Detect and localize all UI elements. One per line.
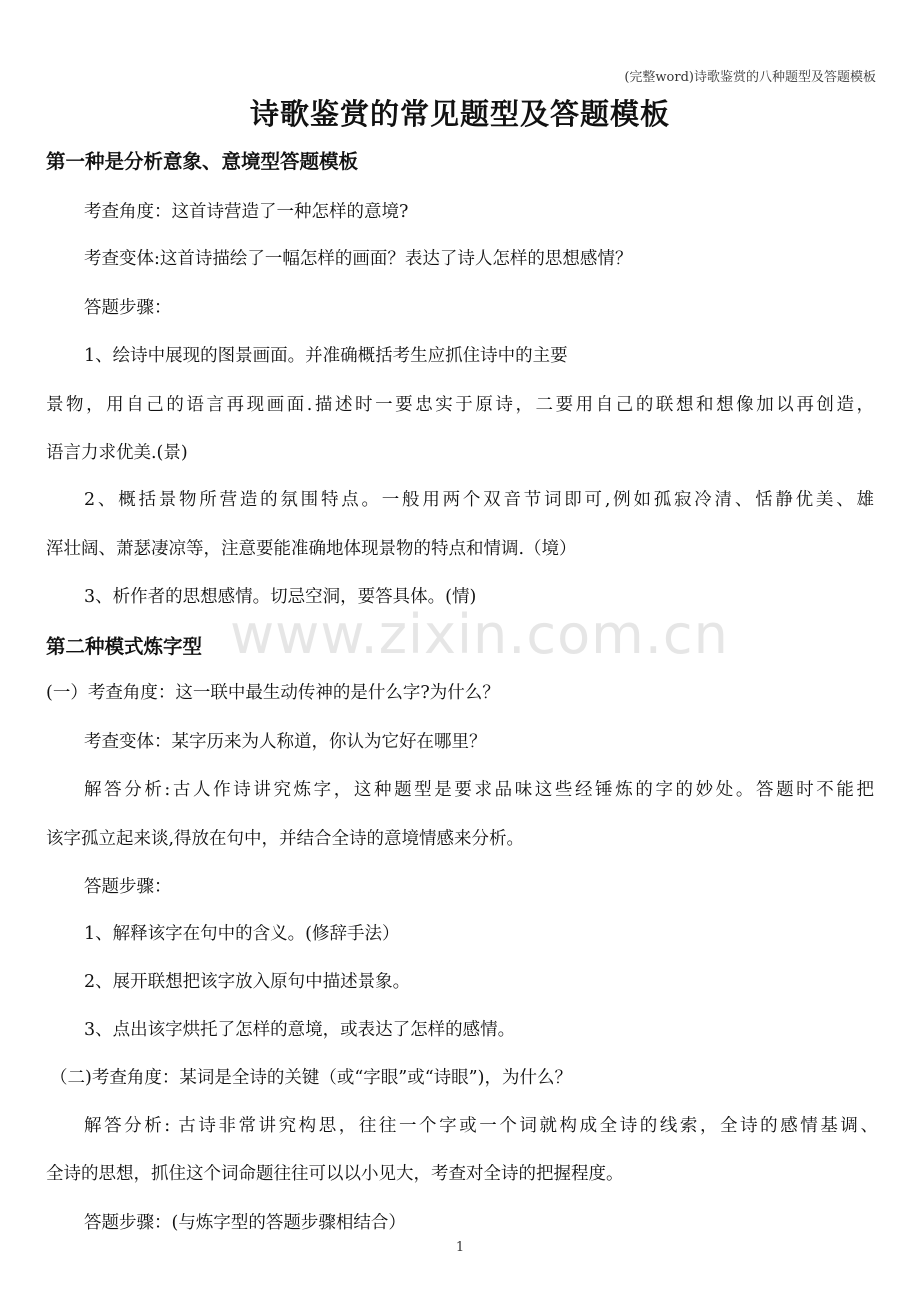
section-2-part-1-angle: (一）考查角度：这一联中最生动传神的是什么字?为什么？ bbox=[46, 683, 500, 703]
section-1-variant: 考查变体:这首诗描绘了一幅怎样的画面？表达了诗人怎样的思想感情？ bbox=[84, 249, 633, 269]
page-number: 1 bbox=[455, 1240, 465, 1255]
section-1-step-3: 3、析作者的思想感情。切忌空洞，要答具体。(情) bbox=[84, 587, 477, 607]
section-2-part-1-step-3: 3、点出该字烘托了怎样的意境，或表达了怎样的感情。 bbox=[84, 1020, 516, 1040]
section-1-angle: 考查角度：这首诗营造了一种怎样的意境? bbox=[84, 202, 409, 222]
section-2-part-2-analysis-line-2: 全诗的思想，抓住这个词命题往往可以以小见大，考查对全诗的把握程度。 bbox=[46, 1164, 624, 1184]
section-2-part-1-step-1: 1、解释该字在句中的含义。(修辞手法） bbox=[84, 924, 400, 944]
section-1-step-2-line-1: 2、概括景物所营造的氛围特点。一般用两个双音节词即可,例如孤寂冷清、恬静优美、雄 bbox=[84, 490, 874, 510]
page-title: 诗歌鉴赏的常见题型及答题模板 bbox=[249, 97, 670, 131]
section-2-part-1-variant: 考查变体：某字历来为人称道，你认为它好在哪里？ bbox=[84, 732, 487, 752]
section-2-part-1-analysis-line-1: 解答分析:古人作诗讲究炼字，这种题型是要求品味这些经锤炼的字的妙处。答题时不能把 bbox=[84, 780, 874, 800]
section-1-step-1-line-3: 语言力求优美.(景) bbox=[46, 443, 188, 463]
section-2-heading: 第二种模式炼字型 bbox=[46, 635, 203, 658]
section-2-part-1-steps-label: 答题步骤： bbox=[84, 877, 172, 897]
section-1-step-1-line-1: 1、绘诗中展现的图景画面。并准确概括考生应抓住诗中的主要 bbox=[84, 346, 568, 366]
section-2-part-1-step-2: 2、展开联想把该字放入原句中描述景象。 bbox=[84, 972, 411, 992]
watermark: www.zixin.com.cn bbox=[230, 603, 729, 666]
section-2-part-2-angle: （二)考查角度：某词是全诗的关键（或“字眼”或“诗眼”)，为什么？ bbox=[50, 1068, 572, 1088]
section-2-part-2-steps: 答题步骤：(与炼字型的答题步骤相结合） bbox=[84, 1213, 406, 1233]
section-1-step-2-line-2: 浑壮阔、萧瑟凄凉等，注意要能准确地体现景物的特点和情调.（境） bbox=[46, 539, 577, 559]
section-1-heading: 第一种是分析意象、意境型答题模板 bbox=[46, 150, 359, 173]
section-1-steps-label: 答题步骤： bbox=[84, 298, 172, 318]
section-2-part-1-analysis-line-2: 该字孤立起来谈,得放在句中，并结合全诗的意境情感来分析。 bbox=[46, 829, 525, 849]
section-2-part-2-analysis-line-1: 解答分析: 古诗非常讲究构思，往往一个字或一个词就构成全诗的线索，全诗的感情基调、 bbox=[84, 1116, 878, 1136]
section-1-step-1-line-2: 景物，用自己的语言再现画面.描述时一要忠实于原诗，二要用自己的联想和想像加以再创造， bbox=[46, 395, 874, 415]
running-header: (完整word)诗歌鉴赏的八种题型及答题模板 bbox=[624, 70, 876, 85]
